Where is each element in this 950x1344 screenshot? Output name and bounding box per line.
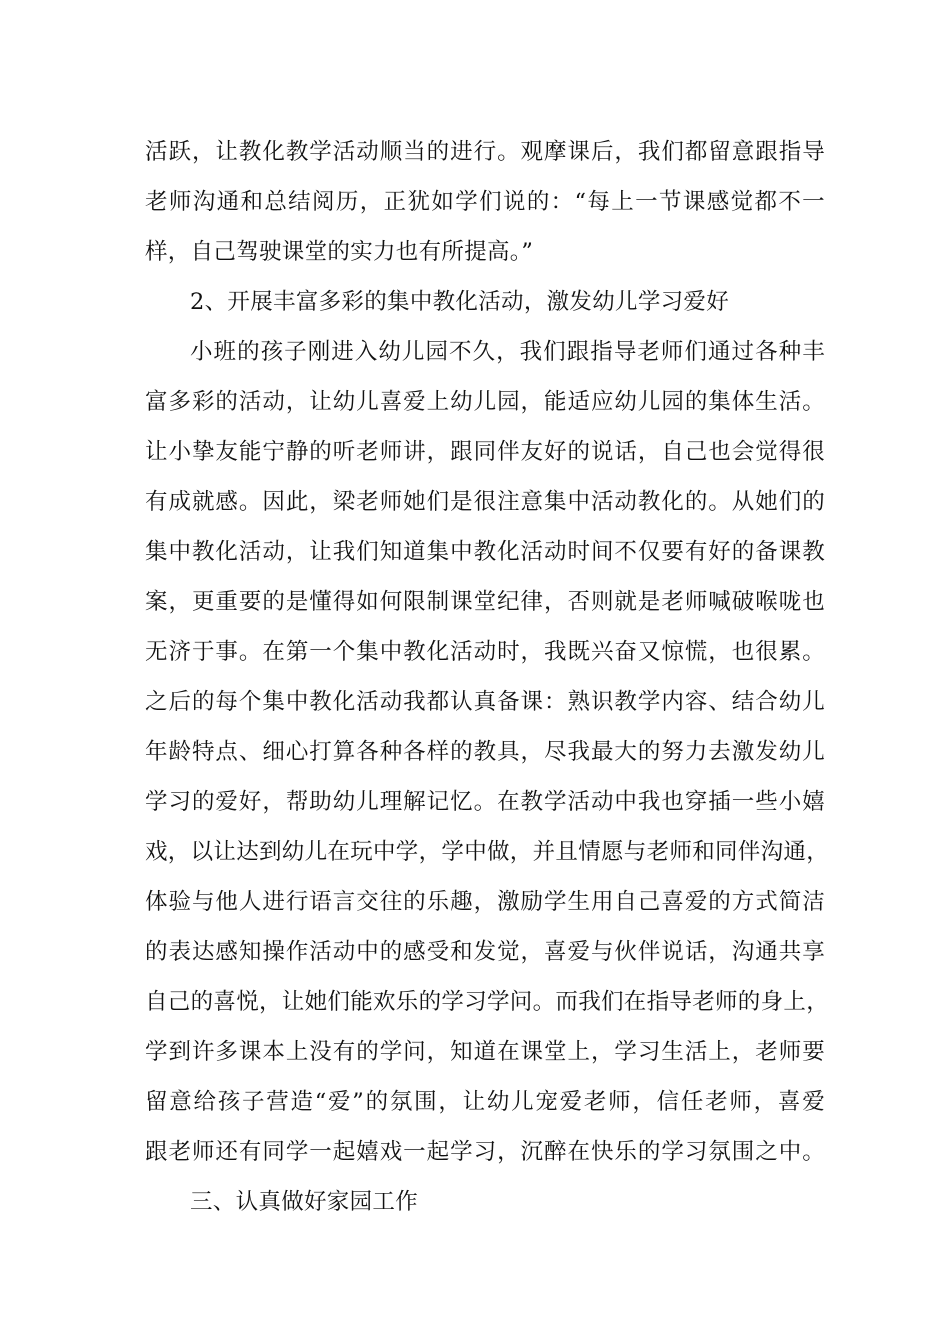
text-line: 让小挚友能宁静的听老师讲，跟同伴友好的说话，自己也会觉得很 [145, 439, 825, 465]
text-line: 跟老师还有同学一起嬉戏一起学习，沉醉在快乐的学习氛围之中。 [145, 1139, 825, 1165]
text-line: 无济于事。在第一个集中教化活动时，我既兴奋又惊慌，也很累。 [145, 639, 825, 665]
section-heading: 三、认真做好家园工作 [190, 1189, 419, 1215]
text-line: 学习的爱好，帮助幼儿理解记忆。在教学活动中我也穿插一些小嬉 [145, 789, 825, 815]
text-line: 学到许多课本上没有的学问，知道在课堂上，学习生活上，老师要 [145, 1039, 825, 1065]
text-line: 留意给孩子营造“爱”的氛围，让幼儿宠爱老师，信任老师，喜爱 [145, 1089, 825, 1115]
text-line: 之后的每个集中教化活动我都认真备课：熟识教学内容、结合幼儿 [145, 689, 825, 715]
text-line: 案，更重要的是懂得如何限制课堂纪律，否则就是老师喊破喉咙也 [145, 589, 825, 615]
text-line: 有成就感。因此，梁老师她们是很注意集中活动教化的。从她们的 [145, 489, 825, 515]
text-line: 小班的孩子刚进入幼儿园不久，我们跟指导老师们通过各种丰 [190, 339, 825, 365]
section-heading: 2、开展丰富多彩的集中教化活动，激发幼儿学习爱好 [190, 289, 730, 315]
text-line: 年龄特点、细心打算各种各样的教具，尽我最大的努力去激发幼儿 [145, 739, 825, 765]
text-line: 老师沟通和总结阅历，正犹如学们说的：“每上一节课感觉都不一 [145, 189, 825, 215]
text-line: 集中教化活动，让我们知道集中教化活动时间不仅要有好的备课教 [145, 539, 825, 565]
text-line: 体验与他人进行语言交往的乐趣，激励学生用自己喜爱的方式简洁 [145, 889, 825, 915]
text-line: 富多彩的活动，让幼儿喜爱上幼儿园，能适应幼儿园的集体生活。 [145, 389, 825, 415]
text-line: 戏，以让达到幼儿在玩中学，学中做，并且情愿与老师和同伴沟通， [145, 839, 830, 865]
text-line: 样，自己驾驶课堂的实力也有所提高。” [145, 239, 534, 265]
text-line: 活跃，让教化教学活动顺当的进行。观摩课后，我们都留意跟指导 [145, 139, 825, 165]
text-line: 自己的喜悦，让她们能欢乐的学习学问。而我们在指导老师的身上， [145, 989, 830, 1015]
text-line: 的表达感知操作活动中的感受和发觉，喜爱与伙伴说话，沟通共享 [145, 939, 825, 965]
